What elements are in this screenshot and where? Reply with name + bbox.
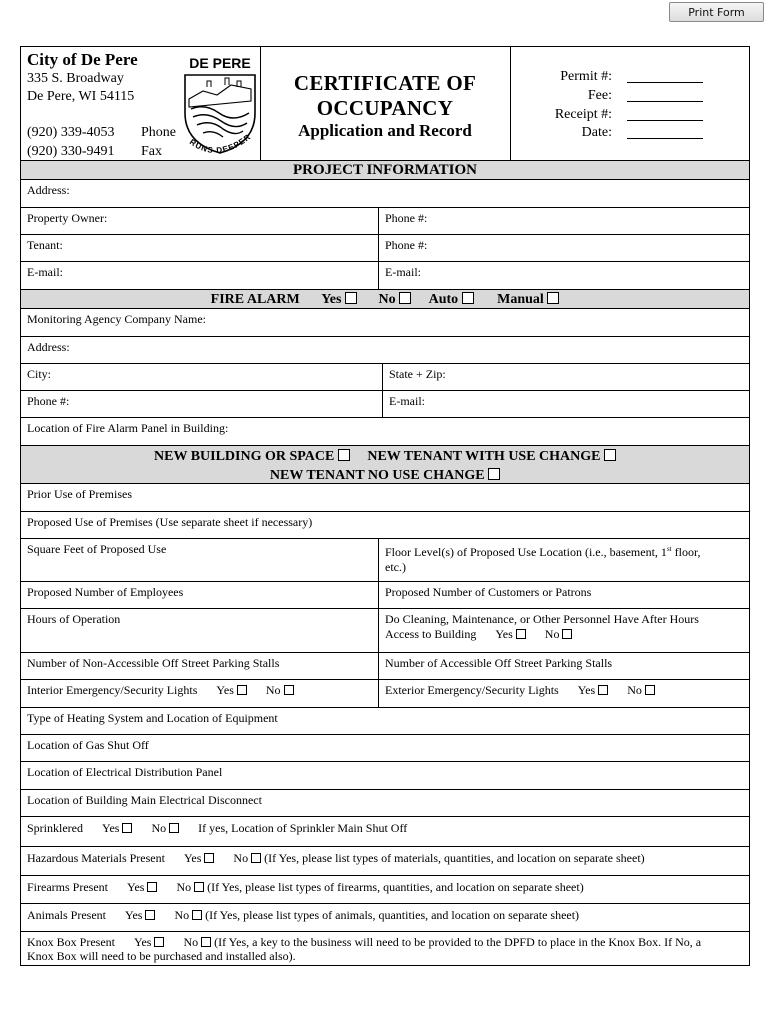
phone-label: Phone bbox=[141, 125, 176, 140]
fire-alarm-auto-label: Auto bbox=[428, 292, 459, 307]
knox-box-note-a: (If Yes, a key to the business will need to be provided to the DPFD to place in the Knox Box. If No, a bbox=[214, 935, 702, 949]
owner-row bbox=[21, 208, 749, 235]
animals-note: (If Yes, please list types of animals, quantities, and location on separate sheet) bbox=[205, 908, 580, 922]
fire-alarm-title: FIRE ALARM bbox=[210, 292, 300, 307]
interior-lights-yes-checkbox[interactable] bbox=[237, 685, 247, 695]
sprinklered-yes-label: Yes bbox=[102, 821, 120, 835]
fax-label: Fax bbox=[141, 144, 162, 159]
fee-row bbox=[511, 88, 747, 106]
new-building-checkbox[interactable] bbox=[338, 449, 350, 461]
phone-number: (920) 339-4053 bbox=[27, 125, 115, 140]
emergency-lights-row bbox=[21, 680, 749, 708]
sprinklered-cell bbox=[21, 817, 749, 846]
tenant-row bbox=[21, 235, 749, 262]
firearms-row bbox=[21, 876, 749, 904]
cleaning-yes-checkbox[interactable] bbox=[516, 629, 526, 639]
knox-box-row bbox=[21, 932, 749, 965]
proposed-use-field[interactable]: Proposed Use of Premises (Use separate sheet if necessary) bbox=[27, 515, 313, 529]
owner-phone-field[interactable]: Phone #: bbox=[385, 211, 428, 225]
knox-box-no-checkbox[interactable] bbox=[201, 937, 211, 947]
hazardous-note: (If Yes, please list types of materials, quantities, and location on separate sheet) bbox=[264, 851, 645, 865]
gas-shutoff-row bbox=[21, 735, 749, 762]
exterior-lights-yes-label: Yes bbox=[577, 683, 596, 697]
cleaning-text-a: Do Cleaning, Maintenance, or Other Personnel Have After Hours bbox=[385, 612, 699, 626]
monitoring-agency-field[interactable]: Monitoring Agency Company Name: bbox=[27, 312, 206, 326]
firearms-cell bbox=[21, 876, 749, 903]
fire-alarm-yes-label: Yes bbox=[321, 292, 342, 307]
animals-yes-label: Yes bbox=[125, 908, 143, 922]
address-field[interactable]: Address: bbox=[27, 183, 70, 197]
heating-row bbox=[21, 708, 749, 735]
agency-city-row bbox=[21, 364, 749, 391]
hazardous-label: Hazardous Materials Present bbox=[27, 851, 165, 865]
sprinklered-row bbox=[21, 817, 749, 847]
exterior-lights-cell bbox=[379, 680, 749, 707]
monitoring-row bbox=[21, 309, 749, 337]
animals-row bbox=[21, 904, 749, 932]
agency-address-row bbox=[21, 337, 749, 364]
fire-alarm-no-label: No bbox=[378, 292, 396, 307]
main-disconnect-row bbox=[21, 790, 749, 817]
firearms-no-label: No bbox=[176, 880, 192, 894]
email-row bbox=[21, 262, 749, 289]
firearms-yes-label: Yes bbox=[126, 880, 145, 894]
office-use-block bbox=[511, 47, 749, 160]
interior-lights-yes-label: Yes bbox=[216, 683, 234, 697]
firearms-yes-checkbox[interactable] bbox=[147, 882, 157, 892]
electrical-panel-row bbox=[21, 762, 749, 790]
knox-box-label: Knox Box Present bbox=[27, 935, 115, 949]
tenant-phone-field[interactable]: Phone #: bbox=[385, 238, 428, 252]
exterior-lights-yes-checkbox[interactable] bbox=[598, 685, 608, 695]
receipt-row bbox=[511, 107, 747, 125]
building-type-heading bbox=[21, 445, 749, 484]
permit-row bbox=[511, 69, 747, 87]
fee-field[interactable] bbox=[627, 101, 703, 102]
title-line3: Application and Record bbox=[298, 121, 472, 140]
employees-field[interactable]: Proposed Number of Employees bbox=[21, 582, 379, 608]
agency-email-field[interactable]: E-mail: bbox=[389, 394, 425, 408]
new-tenant-change-label: NEW TENANT WITH USE CHANGE bbox=[367, 449, 601, 464]
floor-levels-field[interactable] bbox=[379, 539, 749, 581]
receipt-label: Receipt #: bbox=[554, 107, 612, 122]
prior-use-row bbox=[21, 484, 749, 512]
print-form-button[interactable]: Print Form bbox=[669, 2, 764, 22]
agency-phone-field[interactable]: Phone #: bbox=[21, 391, 383, 417]
building-type-line1 bbox=[21, 447, 749, 466]
fire-alarm-auto-checkbox[interactable] bbox=[462, 292, 474, 304]
sprinklered-no-label: No bbox=[151, 821, 167, 835]
fee-label: Fee: bbox=[587, 88, 612, 103]
hazardous-no-checkbox[interactable] bbox=[251, 853, 261, 863]
owner-email-field[interactable]: E-mail: bbox=[21, 262, 379, 289]
agency-contact-row bbox=[21, 391, 749, 418]
prior-use-field[interactable]: Prior Use of Premises bbox=[27, 487, 132, 501]
knox-box-yes-checkbox[interactable] bbox=[154, 937, 164, 947]
accessible-parking-field[interactable]: Number of Accessible Off Street Parking Stalls bbox=[385, 656, 613, 670]
fire-alarm-manual-label: Manual bbox=[497, 292, 544, 307]
panel-location-row bbox=[21, 418, 749, 445]
cleaning-access-field bbox=[379, 609, 749, 652]
animals-label: Animals Present bbox=[27, 908, 106, 922]
cleaning-no-checkbox[interactable] bbox=[562, 629, 572, 639]
interior-lights-no-checkbox[interactable] bbox=[284, 685, 294, 695]
firearms-label: Firearms Present bbox=[27, 880, 108, 894]
cleaning-text-b: Access to Building bbox=[385, 627, 477, 641]
address-row bbox=[21, 180, 749, 208]
address-line2: De Pere, WI 54115 bbox=[27, 89, 135, 104]
receipt-field[interactable] bbox=[627, 120, 703, 121]
de-pere-logo bbox=[179, 51, 263, 159]
address-line1: 335 S. Broadway bbox=[27, 71, 124, 86]
gas-shutoff-field[interactable]: Location of Gas Shut Off bbox=[27, 738, 149, 752]
exterior-lights-no-label: No bbox=[627, 683, 642, 697]
animals-cell bbox=[21, 904, 749, 931]
interior-lights-no-label: No bbox=[265, 683, 281, 697]
floor-levels-sup: st bbox=[666, 545, 672, 553]
fire-alarm-no-checkbox[interactable] bbox=[399, 292, 411, 304]
cleaning-yes-label: Yes bbox=[495, 627, 513, 641]
hazardous-cell bbox=[21, 847, 749, 875]
date-field[interactable] bbox=[627, 138, 703, 139]
knox-box-no-label: No bbox=[183, 935, 199, 949]
floor-levels-text-b: floor, bbox=[674, 545, 701, 559]
building-type-line2 bbox=[21, 466, 749, 485]
logo-tagline: RUNS DEEPER bbox=[187, 132, 253, 156]
square-feet-row bbox=[21, 539, 749, 582]
logo-wordmark: DE PERE bbox=[189, 55, 251, 71]
permit-label: Permit #: bbox=[560, 69, 612, 84]
fire-alarm-yes-checkbox[interactable] bbox=[345, 292, 357, 304]
hazardous-yes-label: Yes bbox=[183, 851, 202, 865]
hours-row bbox=[21, 609, 749, 653]
floor-levels-text-a: Floor Level(s) of Proposed Use Location (i.e., basement, 1 bbox=[385, 545, 667, 559]
fax-number: (920) 330-9491 bbox=[27, 144, 115, 159]
electrical-panel-field[interactable]: Location of Electrical Distribution Panel bbox=[27, 765, 223, 779]
exterior-lights-label: Exterior Emergency/Security Lights bbox=[385, 683, 559, 697]
sprinklered-no-checkbox[interactable] bbox=[169, 823, 179, 833]
animals-no-checkbox[interactable] bbox=[192, 910, 202, 920]
firearms-note: (If Yes, please list types of firearms, quantities, and location on separate sheet) bbox=[207, 880, 584, 894]
animals-no-label: No bbox=[174, 908, 190, 922]
hazardous-no-label: No bbox=[233, 851, 249, 865]
floor-levels-text-c: etc.) bbox=[385, 560, 406, 574]
agency-state-zip-field[interactable]: State + Zip: bbox=[389, 367, 446, 381]
non-accessible-parking-field[interactable]: Number of Non-Accessible Off Street Parking Stalls bbox=[21, 653, 379, 679]
parking-row bbox=[21, 653, 749, 680]
project-info-heading: PROJECT INFORMATION bbox=[21, 160, 749, 180]
new-tenant-no-change-label: NEW TENANT NO USE CHANGE bbox=[269, 468, 485, 483]
fire-alarm-manual-checkbox[interactable] bbox=[547, 292, 559, 304]
date-row bbox=[511, 125, 747, 143]
hours-field[interactable]: Hours of Operation bbox=[21, 609, 379, 652]
sprinklered-yes-checkbox[interactable] bbox=[122, 823, 132, 833]
sprinkler-shutoff-note: If yes, Location of Sprinkler Main Shut Off bbox=[198, 821, 408, 835]
agency-city-field[interactable]: City: bbox=[21, 364, 383, 390]
knox-box-cell bbox=[21, 932, 749, 965]
knox-box-yes-label: Yes bbox=[134, 935, 152, 949]
firearms-no-checkbox[interactable] bbox=[194, 882, 204, 892]
date-label: Date: bbox=[581, 125, 612, 140]
new-building-label: NEW BUILDING OR SPACE bbox=[154, 449, 335, 464]
employees-row bbox=[21, 582, 749, 609]
form-header bbox=[21, 47, 749, 160]
permit-field[interactable] bbox=[627, 82, 703, 83]
form-title-block bbox=[261, 47, 511, 160]
main-disconnect-field[interactable]: Location of Building Main Electrical Disconnect bbox=[27, 793, 262, 807]
new-tenant-change-checkbox[interactable] bbox=[604, 449, 616, 461]
title-line1: CERTIFICATE OF bbox=[293, 71, 477, 95]
title-line2: OCCUPANCY bbox=[316, 96, 454, 120]
tenant-field[interactable]: Tenant: bbox=[21, 235, 379, 261]
animals-yes-checkbox[interactable] bbox=[145, 910, 155, 920]
cleaning-no-label: No bbox=[544, 627, 560, 641]
new-tenant-no-change-checkbox[interactable] bbox=[488, 468, 500, 480]
fire-alarm-heading bbox=[21, 289, 749, 309]
customers-field[interactable]: Proposed Number of Customers or Patrons bbox=[385, 585, 592, 599]
tenant-email-field[interactable]: E-mail: bbox=[385, 265, 421, 279]
panel-location-field[interactable]: Location of Fire Alarm Panel in Building: bbox=[27, 421, 229, 435]
proposed-use-row bbox=[21, 512, 749, 539]
city-name: City of De Pere bbox=[27, 50, 138, 69]
sprinklered-label: Sprinklered bbox=[27, 821, 83, 835]
square-feet-field[interactable]: Square Feet of Proposed Use bbox=[21, 539, 379, 581]
interior-lights-label: Interior Emergency/Security Lights bbox=[27, 683, 198, 697]
exterior-lights-no-checkbox[interactable] bbox=[645, 685, 655, 695]
certificate-form bbox=[20, 46, 750, 966]
heating-field[interactable]: Type of Heating System and Location of Equipment bbox=[27, 711, 278, 725]
hazardous-row bbox=[21, 847, 749, 876]
hazardous-yes-checkbox[interactable] bbox=[204, 853, 214, 863]
agency-address-field[interactable]: Address: bbox=[27, 340, 70, 354]
knox-box-note-b: Knox Box will need to be purchased and installed also). bbox=[27, 949, 296, 963]
property-owner-field[interactable]: Property Owner: bbox=[21, 208, 379, 234]
interior-lights-cell bbox=[21, 680, 379, 707]
